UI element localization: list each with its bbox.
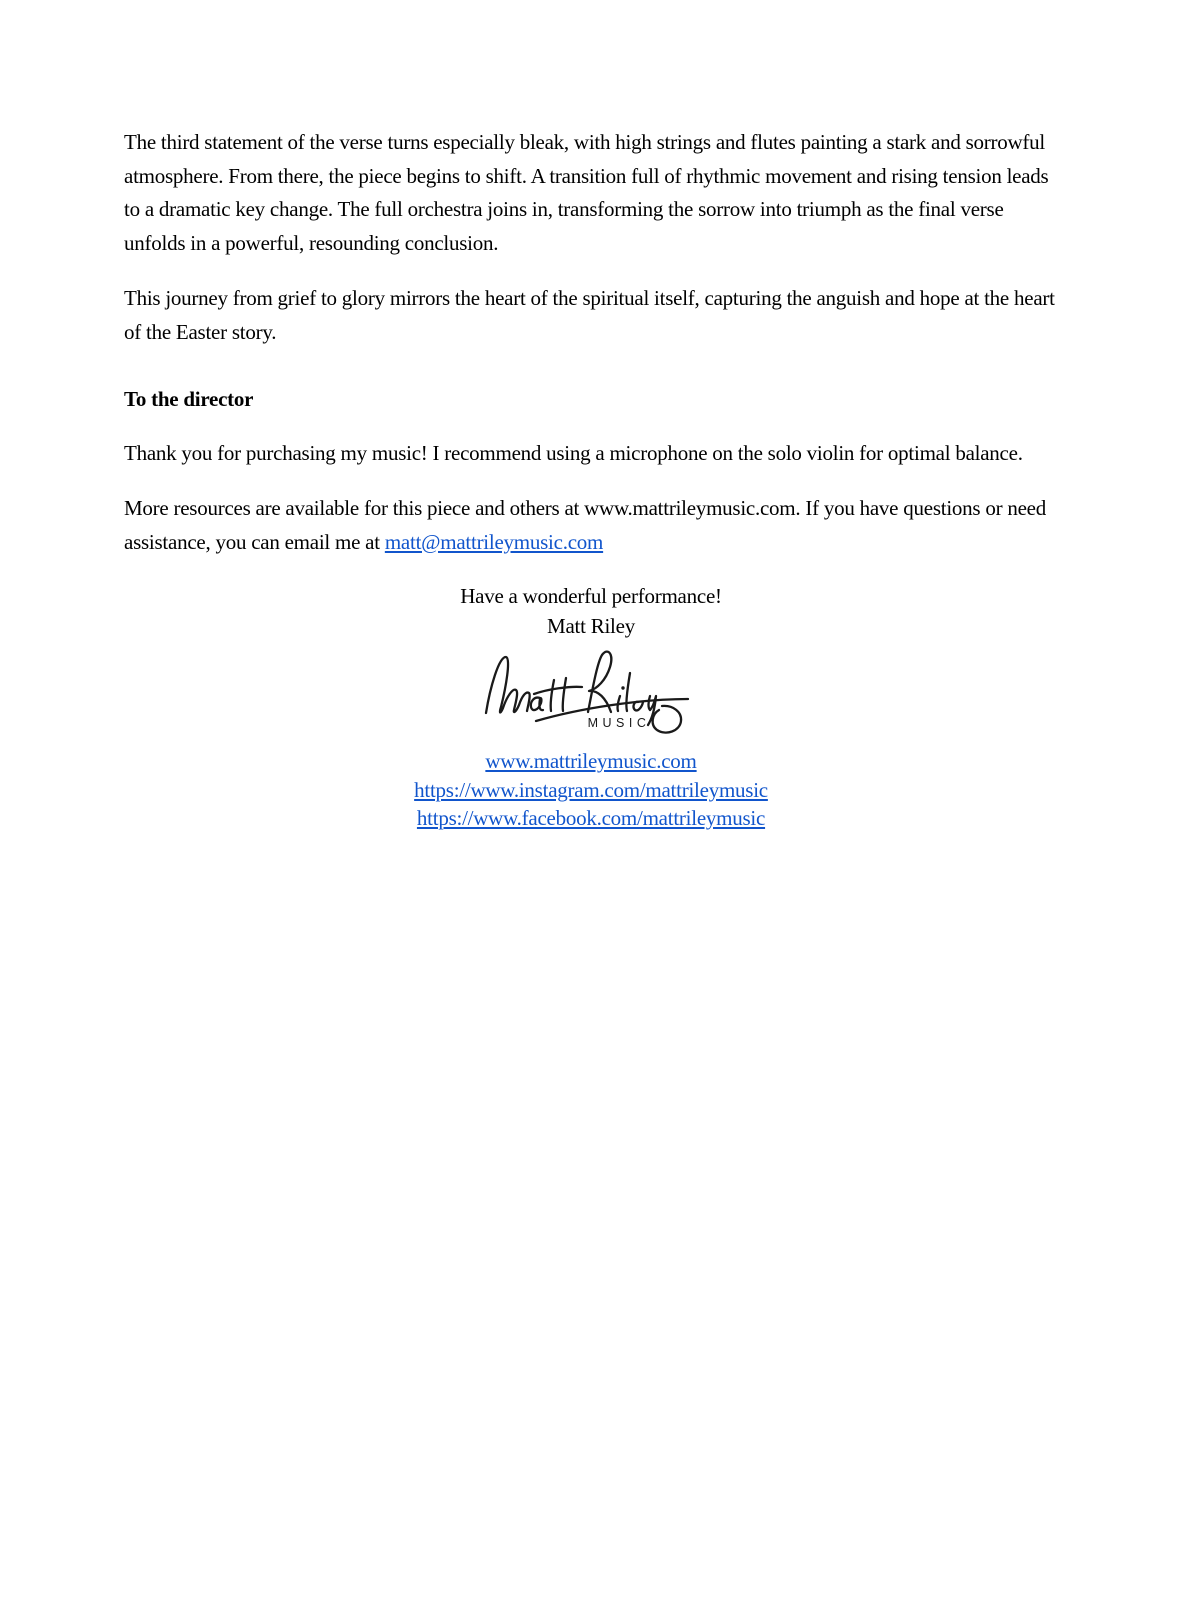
director-resources-paragraph [124,492,1058,559]
section-heading-to-the-director: To the director [124,387,254,411]
signature-brand-text: MUSIC [587,716,651,730]
closing-message: Have a wonderful performance! [460,584,722,608]
footer-link-row [124,804,1058,833]
instagram-link[interactable]: https://www.instagram.com/mattrileymusic [414,777,768,802]
closing-signoff-name: Matt Riley [547,614,635,638]
program-notes-paragraph-1: The third statement of the verse turns especially bleak, with high strings and flutes painting a stark and sorrowful atmosphere. From there, the piece begins to shift. A transition full of rhythmic movement and rising tension leads to a dramatic key change. The full orchestra joins in, transforming the sorrow into triumph as the final verse unfolds in a powerful, resounding conclusion. [124,130,1049,255]
footer-link-row [124,747,1058,776]
website-link[interactable]: www.mattrileymusic.com [485,749,697,773]
footer-links [124,747,1058,833]
document-body [124,126,1058,833]
footer-link-row [124,776,1058,805]
program-notes-paragraph-2: This journey from grief to glory mirrors the heart of the spiritual itself, capturing the anguish and hope at the heart of the Easter story. [124,286,1055,344]
facebook-link[interactable]: https://www.facebook.com/mattrileymusic [416,806,766,830]
director-thanks-paragraph: Thank you for purchasing my music! I recommend using a microphone on the solo violin for optimal balance. [124,440,1023,465]
email-link[interactable]: matt@mattrileymusic.com [384,529,604,554]
resources-text: More resources are available for this piece and others at www.mattrileymusic.com. If you have questions or need assistance, you can email me at [124,496,1046,554]
signature-icon [476,643,706,739]
closing-block [124,581,1058,833]
matt-riley-music-signature-logo [476,643,706,739]
